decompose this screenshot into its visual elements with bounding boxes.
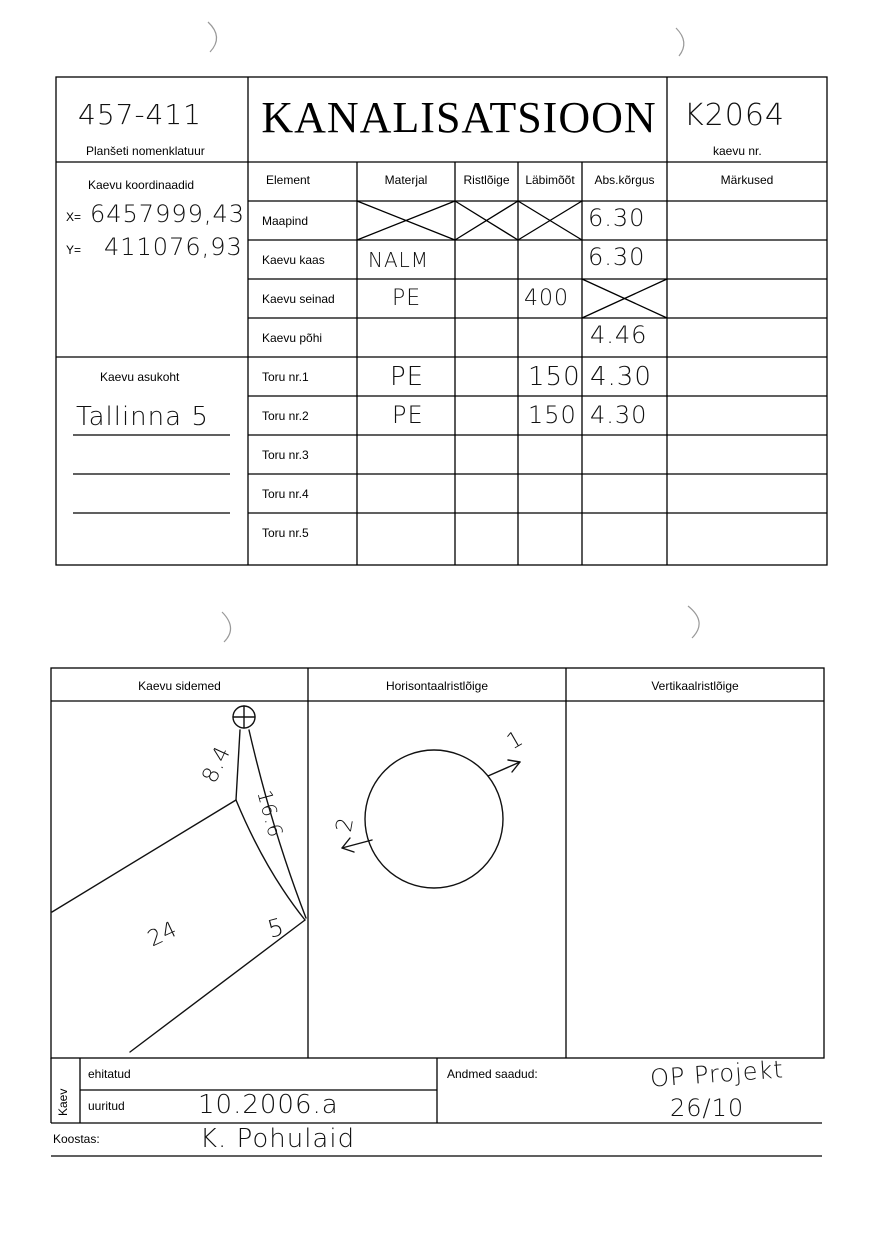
row-label: Kaevu põhi: [262, 331, 323, 345]
tie-dimension: 5: [264, 912, 288, 944]
y-label: Y=: [66, 243, 82, 257]
data-received-label: Andmed saadud:: [447, 1067, 538, 1081]
row-label: Kaevu kaas: [262, 253, 325, 267]
surveyed-label: uuritud: [88, 1099, 125, 1113]
tie-dimension: 8.4: [197, 741, 237, 788]
col-header-abs-height: Abs.kõrgus: [594, 173, 655, 187]
diameter-value: 150: [528, 401, 577, 429]
nomenclature-label: Planšeti nomenklatuur: [86, 144, 205, 158]
row-label: Toru nr.2: [262, 409, 309, 423]
tie-dimension: 16.6: [252, 787, 289, 841]
diameter-value: 400: [524, 286, 569, 311]
material-value: NALM: [368, 248, 430, 272]
col-header-notes: Märkused: [720, 173, 774, 187]
row-label: Toru nr.4: [262, 487, 309, 501]
diameter-value: 150: [528, 362, 581, 392]
material-value: PE: [392, 286, 422, 311]
data-received-value: OP Projekt: [649, 1055, 785, 1093]
well-number-label: kaevu nr.: [713, 144, 762, 158]
material-value: PE: [392, 401, 424, 429]
col-header-diameter: Läbimõõt: [525, 173, 575, 187]
location-value: Tallinna 5: [76, 402, 209, 432]
surveyed-value: 10.2006.a: [198, 1090, 339, 1120]
y-coordinate-value: 411076,93: [104, 233, 243, 261]
data-received-date: 26/10: [670, 1094, 745, 1122]
abs-height-value: 6.30: [588, 204, 646, 232]
abs-height-value: 4.30: [590, 362, 652, 392]
tie-dimension: 24: [144, 916, 182, 953]
well-number-value: K2064: [684, 98, 786, 133]
built-label: ehitatud: [88, 1067, 131, 1081]
kaev-label: Kaev: [56, 1088, 70, 1116]
location-label: Kaevu asukoht: [100, 370, 180, 384]
row-label: Toru nr.1: [262, 370, 309, 384]
pipe-label: 2: [331, 814, 360, 835]
header-horizontal-section: Horisontaalristlõige: [385, 679, 489, 693]
x-label: X=: [66, 210, 82, 224]
col-header-element: Element: [265, 173, 311, 187]
material-value: PE: [390, 362, 425, 392]
col-header-material: Materjal: [384, 173, 428, 187]
pipe-label: 1: [502, 725, 529, 756]
row-label: Kaevu seinad: [262, 292, 335, 306]
row-label: Toru nr.3: [262, 448, 309, 462]
row-label: Maapind: [262, 214, 309, 228]
coordinates-label: Kaevu koordinaadid: [88, 178, 195, 192]
nomenclature-value: 457-411: [78, 98, 202, 131]
x-coordinate-value: 6457999,43: [90, 200, 246, 228]
header-vertical-section: Vertikaalristlõige: [651, 679, 739, 693]
col-header-cross-section: Ristlõige: [463, 173, 510, 187]
row-label: Toru nr.5: [262, 526, 309, 540]
abs-height-value: 6.30: [588, 243, 646, 271]
header-well-ties: Kaevu sidemed: [138, 679, 221, 693]
compiled-label: Koostas:: [53, 1132, 100, 1146]
abs-height-value: 4.30: [590, 401, 648, 429]
page-title: KANALISATSIOON: [261, 93, 657, 142]
abs-height-value: 4.46: [590, 321, 648, 349]
compiled-by-signature: K. Pohulaid: [200, 1124, 356, 1154]
